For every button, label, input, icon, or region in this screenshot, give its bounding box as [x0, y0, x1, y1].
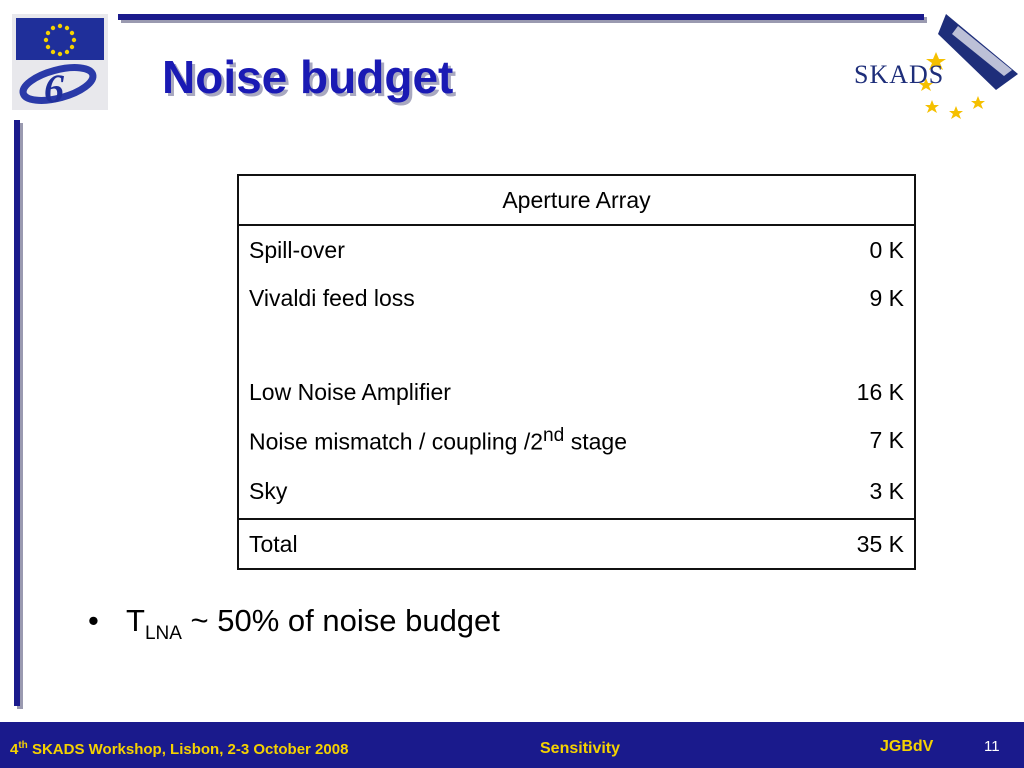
footer-bar — [0, 722, 1024, 768]
bullet-marker: • — [88, 603, 99, 638]
left-decor-bar — [14, 120, 20, 706]
row-value: 7 K — [869, 426, 904, 453]
table-header-row — [238, 175, 915, 225]
footer-workshop-num: 4 — [10, 741, 19, 758]
row-label-main: Noise mismatch / coupling /2 — [249, 428, 544, 455]
table-row — [238, 225, 915, 274]
row-value: 16 K — [856, 378, 904, 405]
row-label: Spill-over — [249, 236, 345, 263]
footer-workshop-sup: th — [18, 740, 28, 751]
bullet-symbol: T — [126, 603, 145, 638]
row-value: 0 K — [869, 236, 904, 263]
bullet-point — [88, 603, 500, 645]
spacer-cell — [816, 322, 915, 368]
total-label: Total — [238, 519, 816, 569]
table-row — [238, 464, 915, 519]
row-value: 9 K — [869, 284, 904, 311]
skads-logo-text: SKADS — [854, 60, 945, 89]
table-row — [238, 274, 915, 322]
table-row — [238, 416, 915, 464]
spacer-cell — [238, 322, 816, 368]
table-header-aperture-array: Aperture Array — [238, 175, 915, 225]
fp6-mark-text: 6 — [44, 66, 64, 110]
total-value: 35 K — [816, 519, 915, 569]
slide-title: Noise budget — [162, 51, 454, 103]
row-label-after: stage — [564, 428, 627, 455]
row-label: Low Noise Amplifier — [249, 378, 451, 405]
row-label-superscript: nd — [543, 424, 565, 446]
row-label: Sky — [249, 477, 288, 504]
noise-budget-table — [237, 174, 916, 570]
row-label — [238, 416, 816, 464]
table-total-row — [238, 519, 915, 569]
table-spacer-row — [238, 322, 915, 368]
footer-author: JGBdV — [880, 738, 934, 755]
bullet-subscript: LNA — [144, 623, 182, 644]
table-row — [238, 368, 915, 416]
top-decor-bar — [118, 14, 924, 20]
footer-page-number: 11 — [984, 738, 1000, 755]
footer-workshop-text: SKADS Workshop, Lisbon, 2-3 October 2008 — [27, 741, 349, 758]
skads-logo — [846, 12, 1018, 124]
footer-workshop — [10, 740, 348, 758]
bullet-text: ~ 50% of noise budget — [181, 603, 500, 638]
row-label: Vivaldi feed loss — [249, 284, 415, 311]
row-value: 3 K — [869, 477, 904, 504]
footer-section: Sensitivity — [540, 740, 621, 757]
eu-fp6-logo — [12, 14, 108, 110]
